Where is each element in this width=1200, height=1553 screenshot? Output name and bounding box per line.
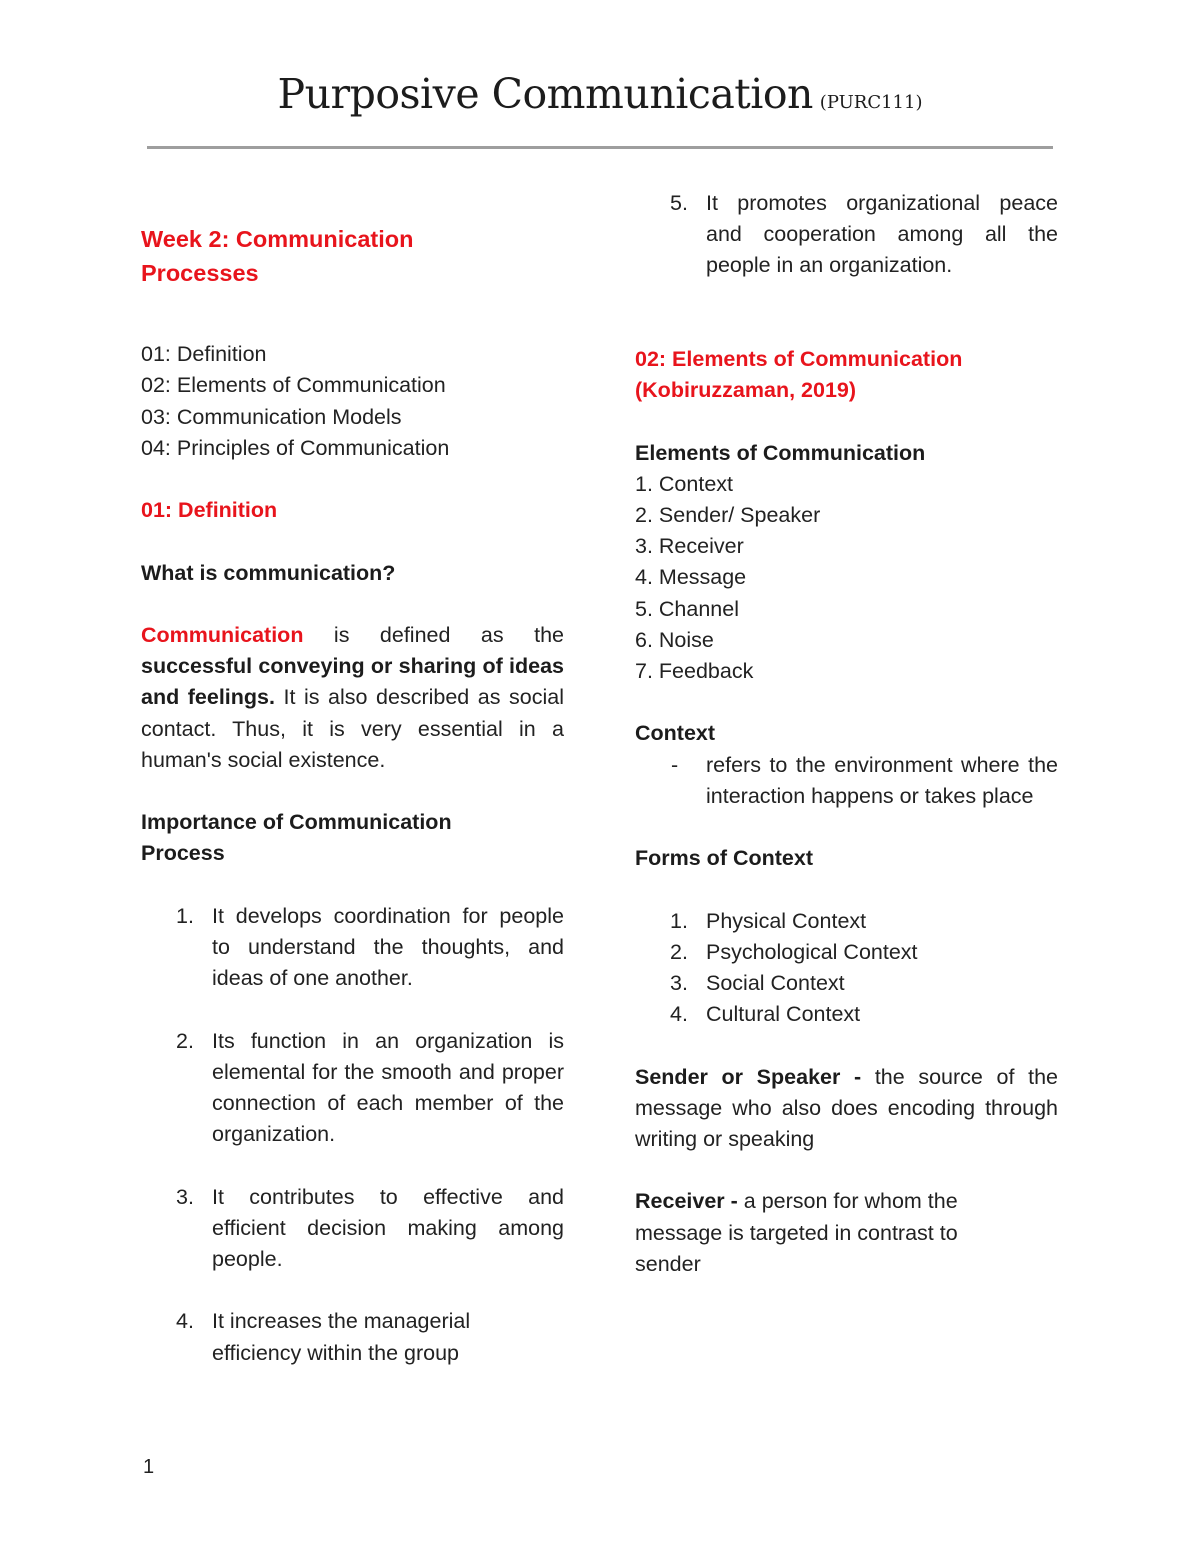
- list-item: [635, 968, 1058, 999]
- header-divider: [147, 146, 1053, 149]
- importance-heading-line2: Process: [141, 841, 225, 866]
- list-item: [141, 1306, 564, 1368]
- list-item: [635, 999, 1058, 1030]
- list-text: Cultural Context: [706, 1002, 861, 1027]
- left-column: [141, 222, 564, 1369]
- dash-bullet: -: [671, 752, 679, 777]
- definition-paragraph: [141, 620, 564, 776]
- list-item: 2. Sender/ Speaker: [635, 502, 821, 527]
- list-text: It increases the managerial efficiency within the group: [212, 1309, 471, 1365]
- document-header: [0, 70, 1200, 118]
- list-item: [141, 1026, 564, 1151]
- list-item: 5. Channel: [635, 596, 739, 621]
- list-text: It promotes organizational peace and cooperation among all the people in an organization.: [706, 191, 1058, 278]
- list-number: 2.: [670, 939, 688, 964]
- sender-term: Sender or Speaker -: [635, 1064, 862, 1089]
- definition-heading: 01: Definition: [141, 498, 278, 523]
- receiver-definition: a person for whom the message is targeted in contrast to sender: [635, 1189, 958, 1276]
- importance-list-continued: [635, 188, 1058, 282]
- definition-term: Communication: [141, 622, 304, 647]
- list-number: 1.: [176, 903, 194, 928]
- list-number: 3.: [176, 1184, 194, 1209]
- list-item: 1. Context: [635, 471, 733, 496]
- list-item: 4. Message: [635, 565, 747, 590]
- context-heading: Context: [635, 721, 716, 746]
- list-text: Physical Context: [706, 908, 867, 933]
- toc-item: 02: Elements of Communication: [141, 373, 446, 398]
- list-number: 3.: [670, 970, 688, 995]
- importance-list: [141, 901, 564, 1369]
- list-text: Psychological Context: [706, 939, 918, 964]
- list-item: 7. Feedback: [635, 659, 754, 683]
- context-definition-text: refers to the environment where the interaction happens or takes place: [706, 752, 1058, 808]
- list-text: It develops coordination for people to understand the thoughts, and ideas of one another.: [212, 903, 564, 991]
- definition-rest: It is also described as social contact. Thus, it is very essential in a human's social existence.: [141, 685, 564, 772]
- list-item: [635, 906, 1058, 937]
- list-item: [635, 937, 1058, 968]
- sender-definition: the source of the message who also does encoding through writing or speaking: [635, 1064, 1058, 1151]
- list-text: It contributes to effective and efficient decision making among people.: [212, 1184, 564, 1271]
- definition-text: is defined as the: [303, 622, 564, 647]
- forms-list: [635, 906, 1058, 1031]
- elements-list: [635, 469, 1058, 687]
- sender-paragraph: [635, 1062, 1058, 1156]
- elements-subheading: Elements of Communication: [635, 440, 926, 465]
- definition-bold: successful conveying or sharing of ideas and feelings.: [141, 654, 564, 710]
- list-number: 4.: [670, 1002, 688, 1027]
- course-code: (PURC111): [819, 92, 923, 113]
- list-item: [635, 188, 1058, 282]
- importance-heading-line1: Importance of Communication: [141, 810, 452, 835]
- toc-item: 04: Principles of Communication: [141, 435, 450, 460]
- document-title: Purposive Communication: [277, 70, 813, 118]
- receiver-term: Receiver -: [635, 1189, 738, 1214]
- week-title-line2: Processes: [141, 260, 259, 286]
- list-item: 6. Noise: [635, 627, 714, 652]
- question-heading: What is communication?: [141, 560, 396, 585]
- list-item: [141, 1182, 564, 1276]
- list-item: [141, 901, 564, 995]
- toc-item: 01: Definition: [141, 342, 267, 367]
- right-column: [635, 188, 1058, 1280]
- list-number: 2.: [176, 1028, 194, 1053]
- elements-heading-line1: 02: Elements of Communication: [635, 346, 963, 371]
- elements-heading-line2: (Kobiruzzaman, 2019): [635, 378, 857, 403]
- page-number: 1: [143, 1456, 155, 1478]
- list-number: 5.: [670, 191, 688, 215]
- list-number: 1.: [670, 908, 688, 933]
- receiver-paragraph: [635, 1186, 1058, 1280]
- forms-heading: Forms of Context: [635, 846, 813, 871]
- list-text: Social Context: [706, 970, 845, 995]
- list-number: 4.: [176, 1309, 194, 1334]
- week-title-line1: Week 2: Communication: [141, 226, 414, 252]
- list-item: 3. Receiver: [635, 534, 744, 559]
- table-of-contents: [141, 339, 564, 464]
- list-text: Its function in an organization is elemental for the smooth and proper connection of each member of the organization.: [212, 1028, 564, 1147]
- context-definition: [635, 750, 1058, 812]
- toc-item: 03: Communication Models: [141, 404, 402, 429]
